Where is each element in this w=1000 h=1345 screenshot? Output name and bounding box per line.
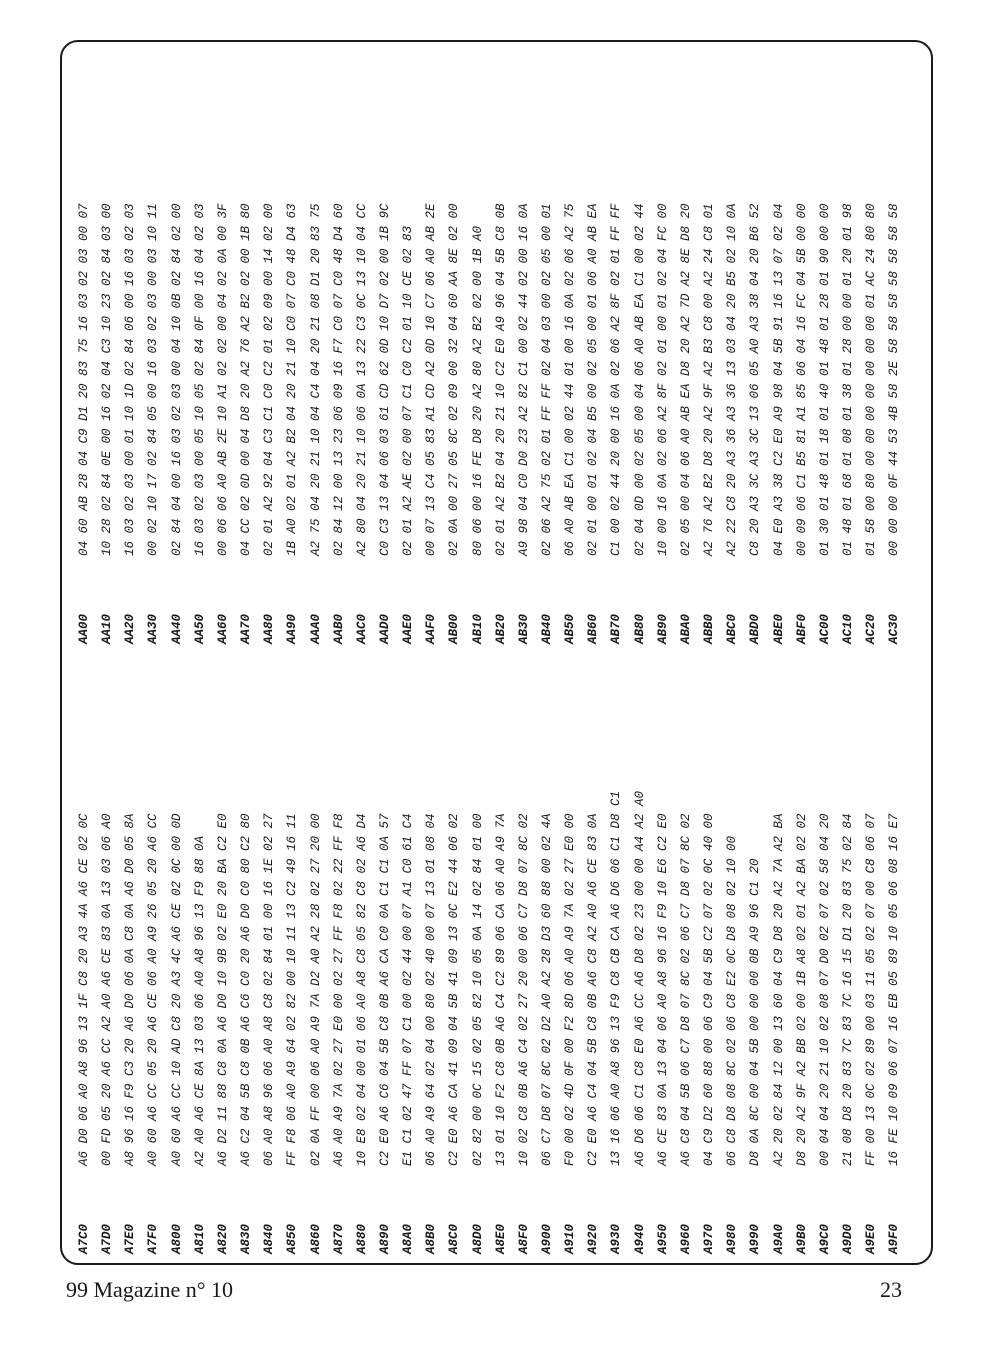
hex-bytes: 04 60 AB 28 04 C9 D1 20 83 75 16 03 02 03 00 07 (77, 203, 91, 556)
hex-line (119, 203, 142, 654)
hex-bytes: 02 84 04 00 16 03 02 03 00 04 10 0B 02 84 02 00 (169, 203, 184, 556)
hex-line (698, 813, 721, 1264)
hex-address: AAB0 (331, 613, 346, 644)
hex-line (536, 203, 559, 654)
hex-line (721, 836, 744, 1264)
hex-address: A9E0 (864, 1223, 879, 1254)
hex-line (467, 813, 490, 1264)
hex-address: AA20 (123, 613, 138, 644)
hex-address: AA80 (262, 613, 277, 644)
hex-bytes: 10 28 02 84 0E 00 16 02 04 C3 10 23 02 84 03 00 (100, 203, 115, 556)
hex-address: AC10 (840, 613, 855, 644)
hex-line (73, 203, 96, 654)
hex-address: A8F0 (516, 1223, 531, 1254)
hex-address: A870 (331, 1223, 346, 1254)
hex-bytes: A2 80 04 20 21 10 06 0A 13 22 C3 0C 13 10 04 CC (354, 203, 369, 556)
hex-address: A8E0 (493, 1223, 508, 1254)
hex-line (96, 203, 119, 654)
hex-address: A8A0 (401, 1223, 416, 1254)
hex-bytes: D8 0A 8C 00 04 5B 00 00 00 0B A9 96 C1 20 (748, 858, 763, 1166)
hex-address: A810 (192, 1223, 207, 1254)
hex-address: AB10 (470, 613, 485, 644)
hex-line (235, 813, 258, 1264)
hex-address: AC00 (817, 613, 832, 644)
hex-address: A860 (308, 1223, 323, 1254)
hex-line (374, 813, 397, 1264)
hex-line (420, 203, 443, 654)
hex-address: AB60 (586, 613, 601, 644)
hex-bytes: 13 16 06 A0 A8 96 13 F9 C8 CB CA A6 D6 06 C1 D8 C1 (609, 790, 624, 1166)
hex-bytes: 16 FE 10 09 06 07 16 EB 05 89 10 05 06 08 16 E7 (887, 813, 902, 1166)
hex-address: A7F0 (146, 1223, 161, 1254)
hex-line (559, 813, 582, 1264)
hex-address: AA40 (169, 613, 184, 644)
hex-address: A900 (540, 1223, 554, 1254)
hex-line (652, 813, 675, 1264)
hex-bytes: A6 C2 04 5B C8 0B A6 C6 C0 20 A6 D0 C0 80 C2 80 (239, 813, 254, 1166)
hex-line (605, 203, 628, 654)
hex-address: AAD0 (377, 613, 392, 644)
hex-line (629, 791, 652, 1264)
hex-line (397, 813, 420, 1264)
hex-line (675, 203, 698, 654)
hex-bytes: 06 C7 D8 07 8C 02 D2 A0 A2 28 D3 60 88 00 02 4A (540, 813, 554, 1166)
hex-line (744, 858, 767, 1264)
hex-bytes: 06 A0 A9 64 02 04 00 80 02 40 00 07 13 01 08 04 (424, 813, 439, 1166)
hex-address: AB90 (655, 613, 670, 644)
hex-bytes: 02 04 0D 00 02 05 00 04 06 A0 AB EA C1 00 02 44 (632, 203, 647, 556)
hex-bytes: 01 58 00 80 00 00 00 00 00 00 00 01 AC 24 80 80 (864, 203, 879, 556)
hex-bytes: A0 60 A6 CC 05 20 A6 CE 06 A0 A9 26 05 20 A6 CC (146, 813, 161, 1166)
hex-bytes: 02 01 A2 92 04 C3 C1 C0 C2 01 02 09 00 14 02 00 (262, 203, 277, 556)
hex-address: AA50 (192, 613, 207, 644)
hex-bytes: A6 C8 04 5B 06 C7 D8 07 8C 02 06 C7 D8 07 8C 02 (678, 813, 693, 1166)
hex-bytes: 00 FD 05 20 A6 CC A2 A0 A6 CE 83 0A 13 03 06 A0 (100, 813, 115, 1166)
hex-line (443, 813, 466, 1264)
hex-line (791, 203, 814, 654)
hex-bytes: A6 CE 83 0A 13 04 06 A0 A8 96 16 F9 10 E6 C2 E0 (655, 813, 670, 1166)
hex-line (791, 813, 814, 1264)
hex-address: A830 (239, 1223, 254, 1254)
hex-address: A820 (215, 1223, 230, 1254)
hex-line (698, 203, 721, 654)
hex-line (212, 813, 235, 1264)
hex-bytes: A8 96 16 F9 C3 20 A6 D0 06 0A C8 0A A6 D0 05 8A (123, 813, 138, 1166)
hex-line (837, 203, 860, 654)
hex-address: ABD0 (748, 613, 763, 644)
hex-bytes: D8 20 A2 9F A2 BB 02 00 1B A8 02 01 A2 BA 02 02 (794, 813, 809, 1166)
hex-line (328, 203, 351, 654)
hex-line (744, 203, 767, 654)
hex-bytes: 10 02 C8 0B A6 C4 02 27 20 00 06 C7 D8 07 8C 02 (516, 813, 531, 1166)
hex-bytes: A0 60 A6 CC 10 AD C8 20 A3 4C A6 CE 02 0C 00 0D (169, 813, 184, 1166)
rotated-listing (63, 43, 932, 1264)
hex-line (351, 813, 374, 1264)
hex-line (189, 203, 212, 654)
hex-line (142, 203, 165, 654)
hex-bytes: 02 82 00 0C 15 02 05 82 10 05 0A 14 02 84 01 00 (470, 813, 485, 1166)
hex-address: AB50 (563, 613, 578, 644)
hex-bytes: 21 08 D8 20 83 7C 83 7C 16 15 D1 20 83 75 02 84 (840, 813, 855, 1166)
hex-address: ABA0 (678, 613, 693, 644)
hex-bytes: 80 06 00 16 FE D8 20 A2 80 A2 B2 02 00 1B A0 (470, 225, 485, 556)
hex-bytes: 00 07 13 C4 05 83 A1 CD A2 0D 10 C7 06 A0 AB 2E (424, 203, 439, 556)
hex-bytes: 02 01 A2 AE 02 00 07 C1 C0 C2 01 10 CE 02 83 (401, 225, 416, 556)
hex-line (235, 203, 258, 654)
hex-bytes: A9 98 04 C0 D0 23 A2 82 C1 00 02 44 02 00 16 0A (516, 203, 531, 556)
hex-line (189, 836, 212, 1264)
hex-line (374, 203, 397, 654)
listing-frame (60, 40, 933, 1265)
hex-address: A910 (563, 1223, 578, 1254)
hex-address: AA70 (239, 613, 254, 644)
hex-bytes: 00 02 10 17 02 84 05 00 16 03 02 03 00 03 10 11 (146, 203, 161, 556)
hex-bytes: F0 00 02 4D 0F 00 F2 8D 06 A0 A9 7A 02 27 E0 00 (563, 813, 578, 1166)
hex-address: A9A0 (771, 1223, 786, 1254)
hex-line (305, 203, 328, 654)
hex-line (281, 203, 304, 654)
hex-address: ABB0 (702, 613, 717, 644)
hex-bytes: 10 00 16 0A 02 06 A2 8F 02 01 00 01 02 04 FC 00 (655, 203, 670, 556)
hex-line (281, 813, 304, 1264)
hex-address: A9F0 (887, 1223, 902, 1254)
hex-bytes: 16 03 02 03 00 05 10 05 02 84 0F 00 16 04 02 03 (192, 203, 207, 556)
hex-line (490, 813, 513, 1264)
hex-bytes: 02 0A 00 27 05 8C 02 09 00 32 04 60 AA 8E 02 00 (447, 203, 462, 556)
hex-bytes: C0 C3 13 04 06 03 61 CD 62 0D 10 D7 02 00 1B 9C (377, 203, 392, 556)
hex-address: A9C0 (817, 1223, 832, 1254)
hex-bytes: 04 E0 A3 38 C2 E0 A9 98 04 5B 91 16 13 07 02 04 (771, 203, 786, 556)
hex-address: AAE0 (401, 613, 416, 644)
hex-address: AC20 (864, 613, 879, 644)
hex-line (629, 203, 652, 654)
hex-line (559, 203, 582, 654)
hex-bytes: 02 0A FF 00 06 A0 A9 7A D2 A0 A2 28 02 27 20 00 (308, 813, 323, 1166)
hex-address: AA10 (100, 613, 115, 644)
hex-address: ABE0 (771, 613, 786, 644)
hex-address: A8C0 (447, 1223, 462, 1254)
hex-bytes: C2 E0 A6 C4 04 5B C8 0B A6 C8 A2 A0 A6 CE 83 0A (586, 813, 601, 1166)
hex-address: ABC0 (725, 613, 740, 644)
hex-bytes: 04 C9 D2 60 88 00 06 C9 04 5B C2 07 02 0C 40 00 (702, 813, 717, 1166)
hex-line (96, 813, 119, 1264)
hex-line (328, 813, 351, 1264)
hex-address: A940 (632, 1223, 647, 1254)
hex-line (351, 203, 374, 654)
hex-line (883, 203, 906, 654)
hex-line (768, 813, 791, 1264)
listing-column-left (73, 659, 923, 1264)
hex-address: AAC0 (354, 613, 369, 644)
hex-bytes: A6 A0 A9 7A 02 27 E0 00 02 27 FF F8 02 22 FF F8 (331, 813, 346, 1166)
hex-bytes: FF 00 13 0C 02 89 00 03 11 05 02 07 00 C8 06 07 (864, 813, 879, 1166)
hex-address: A800 (169, 1223, 184, 1254)
hex-line (768, 203, 791, 654)
hex-bytes: A2 22 C8 20 A3 36 A3 36 13 03 04 20 B5 02 10 0A (725, 203, 740, 556)
hex-line (119, 813, 142, 1264)
hex-bytes: A2 A0 A6 CE 8A 13 03 06 A0 A8 96 13 F9 88 0A (192, 835, 207, 1166)
hex-address: A920 (586, 1223, 601, 1254)
hex-line (814, 203, 837, 654)
hex-line (397, 226, 420, 654)
hex-bytes: C2 E0 A6 C6 04 5B C8 0B A6 CA C0 0A C1 C1 0A 57 (377, 813, 392, 1166)
hex-bytes: 02 06 A2 75 02 01 FF FF 02 04 03 00 02 05 00 01 (540, 203, 554, 556)
hex-address: AB30 (516, 613, 531, 644)
hex-address: AB80 (632, 613, 647, 644)
hex-address: AAF0 (424, 613, 439, 644)
hex-line (860, 813, 883, 1264)
hex-address: A840 (262, 1223, 277, 1254)
hex-address: A8B0 (424, 1223, 439, 1254)
hex-line (467, 226, 490, 654)
hex-line (212, 203, 235, 654)
hex-address: AA90 (285, 613, 300, 644)
hex-line (675, 813, 698, 1264)
hex-bytes: 02 84 12 00 13 23 06 09 16 F7 C0 07 C0 48 D4 60 (331, 203, 346, 556)
hex-bytes: FF F8 06 A0 A9 64 02 82 00 10 11 13 C2 49 16 11 (285, 813, 300, 1166)
hex-line (142, 813, 165, 1264)
hex-bytes: 00 04 04 20 21 10 02 08 07 D0 02 07 02 58 04 20 (817, 813, 832, 1166)
hex-bytes: A6 D6 06 C1 C8 E0 A6 CC A6 D8 02 23 00 00 A4 A2 A0 (632, 790, 647, 1166)
hex-bytes: 02 05 00 04 06 A0 AB EA D8 20 A2 7D A2 8E D8 20 (678, 203, 693, 556)
hex-address: A970 (702, 1223, 717, 1254)
hex-line (605, 791, 628, 1264)
hex-bytes: 16 03 02 03 00 01 10 1D 02 84 06 00 16 03 02 03 (123, 203, 138, 556)
hex-bytes: A2 75 04 20 21 10 04 C4 04 20 21 08 D1 20 83 75 (308, 203, 323, 556)
hex-address: AB00 (447, 613, 462, 644)
hex-bytes: 1B A0 02 01 A2 B2 04 20 21 10 C0 07 C0 48 D4 63 (285, 203, 300, 556)
hex-address: A7D0 (100, 1223, 115, 1254)
magazine-title: 99 Magazine n° 10 (66, 1277, 234, 1302)
hex-bytes: 10 E8 02 04 00 01 06 A0 A8 C8 05 82 C8 02 A6 D4 (354, 813, 369, 1166)
hex-address: A980 (725, 1223, 740, 1254)
listing-column-right (73, 49, 923, 654)
hex-address: A7E0 (123, 1223, 138, 1254)
hex-bytes: 06 A0 A8 96 06 A0 A8 C8 02 84 01 00 16 1E 02 27 (262, 813, 277, 1166)
hex-bytes: 02 01 A2 B2 04 20 21 10 C2 E0 A9 96 04 5B C8 0B (493, 203, 508, 556)
hex-address: AB40 (540, 613, 554, 644)
hex-address: AAA0 (308, 613, 323, 644)
hex-address: A9B0 (794, 1223, 809, 1254)
hex-address: AB20 (493, 613, 508, 644)
hex-bytes: E1 C1 02 47 FF 07 C1 00 02 44 00 07 A1 C0 61 C4 (401, 813, 416, 1166)
hex-bytes: 00 09 06 C1 B5 81 A1 85 06 04 16 FC 04 5B 00 00 (794, 203, 809, 556)
hex-line (513, 203, 536, 654)
hex-line (73, 813, 96, 1264)
hex-bytes: 06 A0 AB EA C1 00 02 44 01 00 16 0A 02 06 A2 75 (563, 203, 578, 556)
hex-line (582, 813, 605, 1264)
hex-line (258, 813, 281, 1264)
hex-bytes: 13 01 10 F2 C8 0B A6 C4 C2 89 06 CA 06 A0 A9 7A (493, 813, 508, 1166)
hex-address: AB70 (609, 613, 624, 644)
hex-line (814, 813, 837, 1264)
hex-address: AA30 (146, 613, 161, 644)
hex-line (837, 813, 860, 1264)
hex-line (166, 813, 189, 1264)
hex-address: A950 (655, 1223, 670, 1254)
hex-address: A960 (678, 1223, 693, 1254)
hex-address: A990 (748, 1223, 763, 1254)
hex-bytes: A2 76 A2 B2 D8 20 A2 9F A2 B3 C8 00 A2 24 C8 01 (702, 203, 717, 556)
page-number: 23 (880, 1277, 902, 1302)
hex-bytes: C2 E0 A6 CA 41 09 04 5B 41 09 13 0C E2 44 06 02 (447, 813, 462, 1166)
hex-bytes: 01 30 01 48 01 18 01 40 01 48 01 28 01 90 00 00 (817, 203, 832, 556)
hex-address: A9D0 (840, 1223, 855, 1254)
hex-bytes: 00 00 00 0F 44 53 4B 58 2E 58 58 58 58 58 58 58 (887, 203, 902, 556)
hex-line (420, 813, 443, 1264)
hex-address: A7C0 (77, 1223, 91, 1254)
hex-bytes: 02 01 00 01 02 04 B5 00 02 05 00 01 06 A0 AB EA (586, 203, 601, 556)
hex-line (536, 813, 559, 1264)
hex-address: A930 (609, 1223, 624, 1254)
hex-address: A890 (377, 1223, 392, 1254)
hex-bytes: 06 C8 D8 08 8C 02 06 C8 E2 0C D8 08 02 10 00 (725, 835, 740, 1166)
hex-bytes: 01 48 01 68 01 08 01 38 01 28 00 00 01 20 01 98 (840, 203, 855, 556)
hex-bytes: C8 20 A3 3C A3 3C 13 06 05 A0 A3 38 04 20 B6 52 (748, 203, 763, 556)
hex-line (883, 813, 906, 1264)
hex-line (305, 813, 328, 1264)
hex-address: AA00 (77, 613, 91, 644)
hex-address: A850 (285, 1223, 300, 1254)
hex-bytes: 00 06 06 A0 AB 2E 10 A1 02 02 00 04 02 0A 00 3F (215, 203, 230, 556)
hex-bytes: C1 00 02 44 20 00 16 0A 02 06 A2 8F 02 01 FF FF (609, 203, 624, 556)
hex-line (721, 203, 744, 654)
hex-line (490, 203, 513, 654)
hex-line (652, 203, 675, 654)
hex-bytes: A6 D2 11 88 C8 0A A6 D0 10 9B 02 E0 20 BA C2 E0 (215, 813, 230, 1166)
hex-bytes: 04 CC 02 0D 00 04 D8 20 A2 76 A2 B2 02 00 1B 80 (239, 203, 254, 556)
hex-bytes: A2 20 02 84 12 00 13 60 04 C9 D8 20 A2 7A A2 BA (771, 813, 786, 1166)
hex-line (166, 203, 189, 654)
hex-line (860, 203, 883, 654)
hex-address: A880 (354, 1223, 369, 1254)
hex-address: AA60 (215, 613, 230, 644)
hex-line (258, 203, 281, 654)
hex-line (443, 203, 466, 654)
hex-bytes: A6 D0 06 A0 A8 96 13 1F C8 20 A3 4A A6 CE 02 0C (77, 813, 91, 1166)
hex-address: AC30 (887, 613, 902, 644)
hex-line (582, 203, 605, 654)
hex-line (513, 813, 536, 1264)
hex-address: A8D0 (470, 1223, 485, 1254)
hex-address: ABF0 (794, 613, 809, 644)
